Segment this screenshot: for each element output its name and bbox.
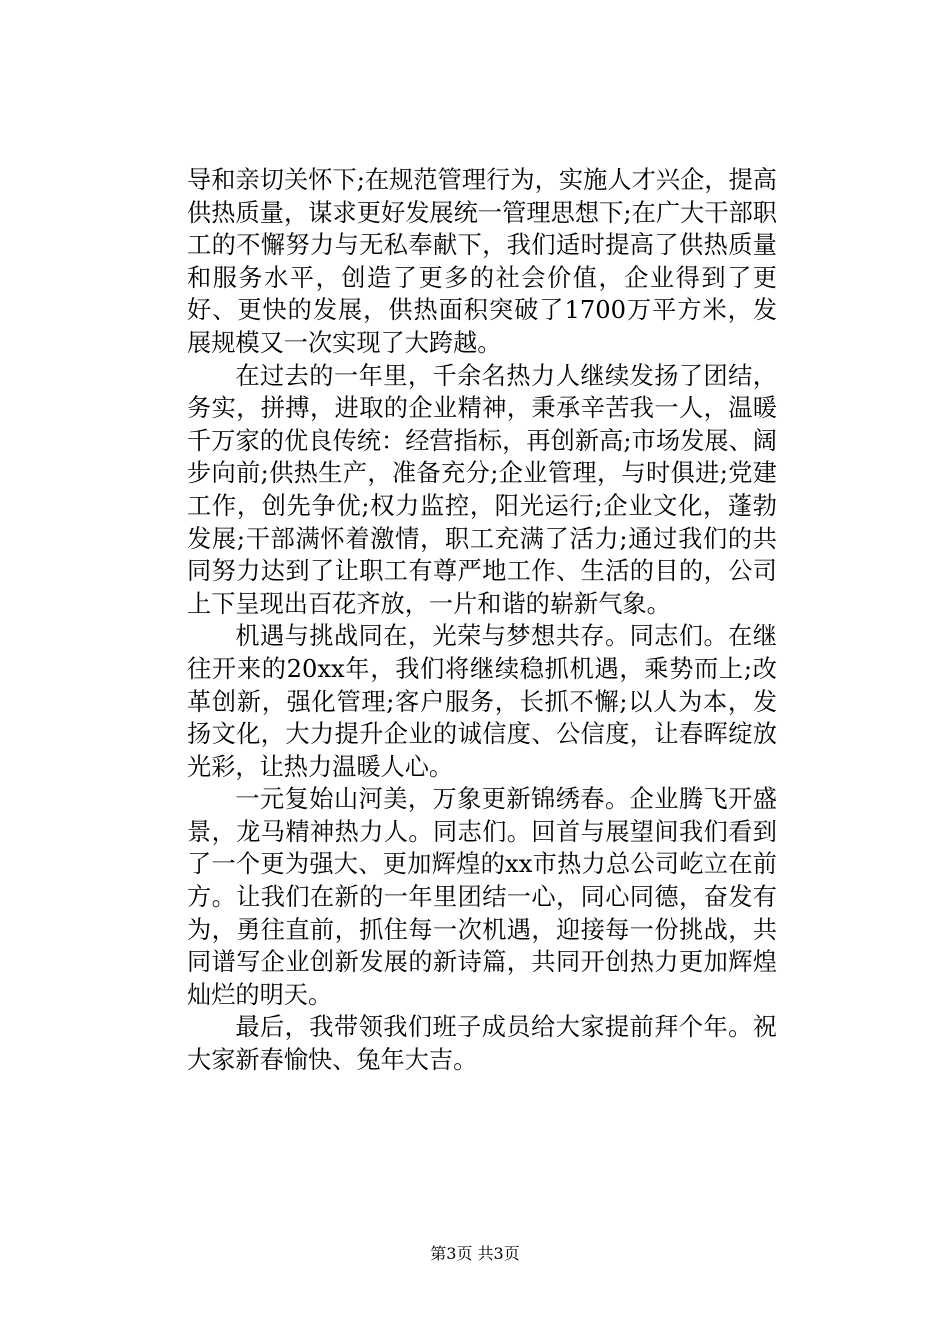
paragraph-continuation: 导和亲切关怀下;在规范管理行为，实施人才兴企，提高供热质量，谋求更好发展统一管理思想下;在广大干部职工的不懈努力与无私奉献下，我们适时提高了供热质量和服务水平，创造了更多的社会价值，企业得到了更好、更快的发展，供热面积突破了1700万平方米，发展规模又一次实现了大跨越。 bbox=[187, 166, 777, 357]
paragraph-greeting: 最后，我带领我们班子成员给大家提前拜个年。祝大家新春愉快、兔年大吉。 bbox=[187, 1013, 777, 1075]
page-footer: 第3页 共3页 bbox=[430, 1244, 520, 1263]
document-body bbox=[187, 164, 777, 1077]
paragraph-opportunities: 机遇与挑战同在，光荣与梦想共存。同志们。在继往开来的20xx年，我们将继续稳抓机遇，乘势而上;改革创新，强化管理;客户服务，长抓不懈;以人为本，发扬文化，大力提升企业的诚信度、公信度，让春晖绽放光彩，让热力温暖人心。 bbox=[187, 622, 777, 781]
paragraph-new-year: 一元复始山河美，万象更新锦绣春。企业腾飞开盛景，龙马精神热力人。同志们。回首与展望间我们看到了一个更为强大、更加辉煌的xx市热力总公司屹立在前方。让我们在新的一年里团结一心，同心同德，奋发有为，勇往直前，抓住每一次机遇，迎接每一份挑战，共同谱写企业创新发展的新诗篇，共同开创热力更加辉煌灿烂的明天。 bbox=[187, 785, 777, 1009]
paragraph-past-year: 在过去的一年里，千余名热力人继续发扬了团结，务实，拼搏，进取的企业精神，秉承辛苦我一人，温暖千万家的优良传统：经营指标，再创新高;市场发展、阔步向前;供热生产，准备充分;企业管理，与时俱进;党建工作，创先争优;权力监控，阳光运行;企业文化，蓬勃发展;干部满怀着激情，职工充满了活力;通过我们的共同努力达到了让职工有尊严地工作、生活的目的，公司上下呈现出百花齐放，一片和谐的崭新气象。 bbox=[187, 361, 777, 618]
